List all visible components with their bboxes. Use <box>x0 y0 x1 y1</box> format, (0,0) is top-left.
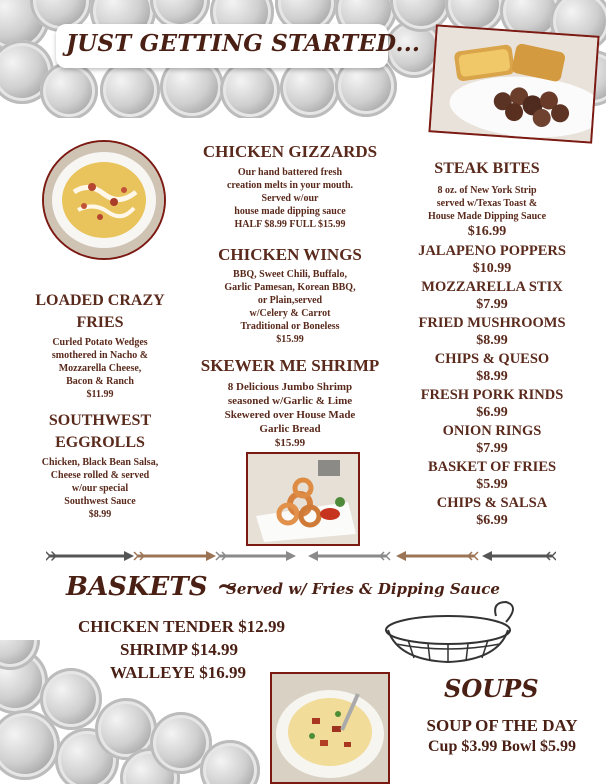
wings-desc-line: BBQ, Sweet Chili, Buffalo, <box>233 269 347 280</box>
steak-desc-line: served w/Texas Toast & <box>436 198 538 209</box>
shrimp-title: SKEWER ME SHRIMP <box>200 356 380 375</box>
steak-desc-line: 8 oz. of New York Strip <box>437 185 537 196</box>
shrimp-desc-line: Garlic Bread <box>259 423 321 435</box>
loaded-desc-line: Bacon & Ranch <box>66 376 134 387</box>
gizzards-desc-line: Our hand battered fresh <box>237 167 343 178</box>
loaded-desc-line: Curled Potato Wedges <box>52 337 148 348</box>
menu-item-price: $6.99 <box>476 405 508 420</box>
eggrolls-desc-line: Southwest Sauce <box>64 496 136 507</box>
loaded-fries-description <box>20 336 180 401</box>
loaded-fries-title-line: LOADED CRAZY <box>35 292 165 309</box>
menu-item-name: ONION RINGS <box>442 423 542 439</box>
steak-desc-line: House Made Dipping Sauce <box>427 211 547 222</box>
baskets-heading: BASKETS ~ <box>66 572 239 602</box>
eggrolls-desc-line: w/our special <box>71 483 129 494</box>
soups-heading: SOUPS <box>444 674 539 703</box>
gizzards-desc-line: Served w/our <box>261 193 319 204</box>
menu-item-price: $7.99 <box>476 297 508 312</box>
menu-item-price: $8.99 <box>476 369 508 384</box>
loaded-desc-line: smothered in Nacho & <box>51 350 149 361</box>
menu-item-price: $7.99 <box>476 441 508 456</box>
eggrolls-desc-line: Chicken, Black Bean Salsa, <box>41 457 159 468</box>
eggrolls-title <box>20 410 180 454</box>
steak-bites-description <box>392 184 582 223</box>
arrow-icon <box>308 551 390 561</box>
eggrolls-price: $8.99 <box>88 509 112 520</box>
gizzards-title: CHICKEN GIZZARDS <box>202 142 378 161</box>
menu-item-name: FRESH PORK RINDS <box>420 387 564 403</box>
menu-item-name: CHIPS & SALSA <box>436 495 548 511</box>
wings-desc-line: Traditional or Boneless <box>240 321 340 332</box>
appetizer-list <box>402 242 582 530</box>
menu-item-name: CHIPS & QUESO <box>434 351 550 367</box>
menu-item-price: $6.99 <box>476 513 508 528</box>
loaded-fries-photo <box>42 140 166 260</box>
arrow-icon <box>216 551 296 561</box>
shrimp-desc-line: seasoned w/Garlic & Lime <box>227 395 353 407</box>
menu-item-price: $10.99 <box>472 261 512 276</box>
baskets-subtitle: Served w/ Fries & Dipping Sauce <box>226 580 500 598</box>
soup-photo <box>270 672 390 784</box>
soup-prices: Cup $3.99 Bowl $5.99 <box>427 738 577 755</box>
arrow-icon <box>46 551 134 561</box>
basket-item: WALLEYE $16.99 <box>110 663 247 682</box>
wings-price: $15.99 <box>276 334 304 345</box>
arrow-icon <box>134 551 216 561</box>
loaded-fries-title <box>20 290 180 334</box>
gizzards-price: HALF $8.99 FULL $15.99 <box>234 219 346 230</box>
shrimp-desc-line: 8 Delicious Jumbo Shrimp <box>227 381 353 393</box>
shrimp-desc-line: Skewered over House Made <box>224 409 356 421</box>
wings-description <box>190 268 390 346</box>
wings-desc-line: or Plain,served <box>257 295 323 306</box>
shrimp-photo <box>246 452 360 546</box>
soup-of-the-day: SOUP OF THE DAY <box>426 716 578 735</box>
loaded-price: $11.99 <box>86 389 114 400</box>
page-title: JUST GETTING STARTED... <box>66 30 421 57</box>
loaded-fries-title-line: FRIES <box>76 314 124 331</box>
eggrolls-description <box>20 456 180 521</box>
loaded-desc-line: Mozzarella Cheese, <box>58 363 142 374</box>
basket-item: SHRIMP $14.99 <box>120 640 239 659</box>
menu-item-name: FRIED MUSHROOMS <box>418 315 566 331</box>
eggrolls-title-line: SOUTHWEST <box>48 412 152 429</box>
menu-item-price: $8.99 <box>476 333 508 348</box>
wings-desc-line: w/Celery & Carrot <box>249 308 331 319</box>
menu-item-name: MOZZARELLA STIX <box>421 279 563 295</box>
arrow-icon <box>482 551 556 561</box>
wings-desc-line: Garlic Pamesan, Korean BBQ, <box>224 282 356 293</box>
menu-item-name: BASKET OF FRIES <box>427 459 557 475</box>
eggrolls-title-line: EGGROLLS <box>55 434 145 451</box>
steak-bites-photo <box>428 24 599 143</box>
gizzards-description <box>190 166 390 231</box>
shrimp-price: $15.99 <box>274 437 306 449</box>
arrow-icon <box>396 551 478 561</box>
steak-bites-price: $16.99 <box>467 224 507 239</box>
eggrolls-desc-line: Cheese rolled & served <box>50 470 150 481</box>
menu-item-price: $5.99 <box>476 477 508 492</box>
coins-decoration-bottom <box>0 640 270 784</box>
steak-bites-title: STEAK BITES <box>434 160 540 177</box>
gizzards-desc-line: house made dipping sauce <box>234 206 346 217</box>
gizzards-desc-line: creation melts in your mouth. <box>226 180 353 191</box>
basket-item: CHICKEN TENDER $12.99 <box>78 617 286 636</box>
wire-basket-icon <box>378 600 528 672</box>
menu-item-name: JALAPENO POPPERS <box>418 243 566 259</box>
wings-title: CHICKEN WINGS <box>218 245 362 264</box>
arrow-divider <box>46 548 556 564</box>
shrimp-description <box>190 380 390 450</box>
